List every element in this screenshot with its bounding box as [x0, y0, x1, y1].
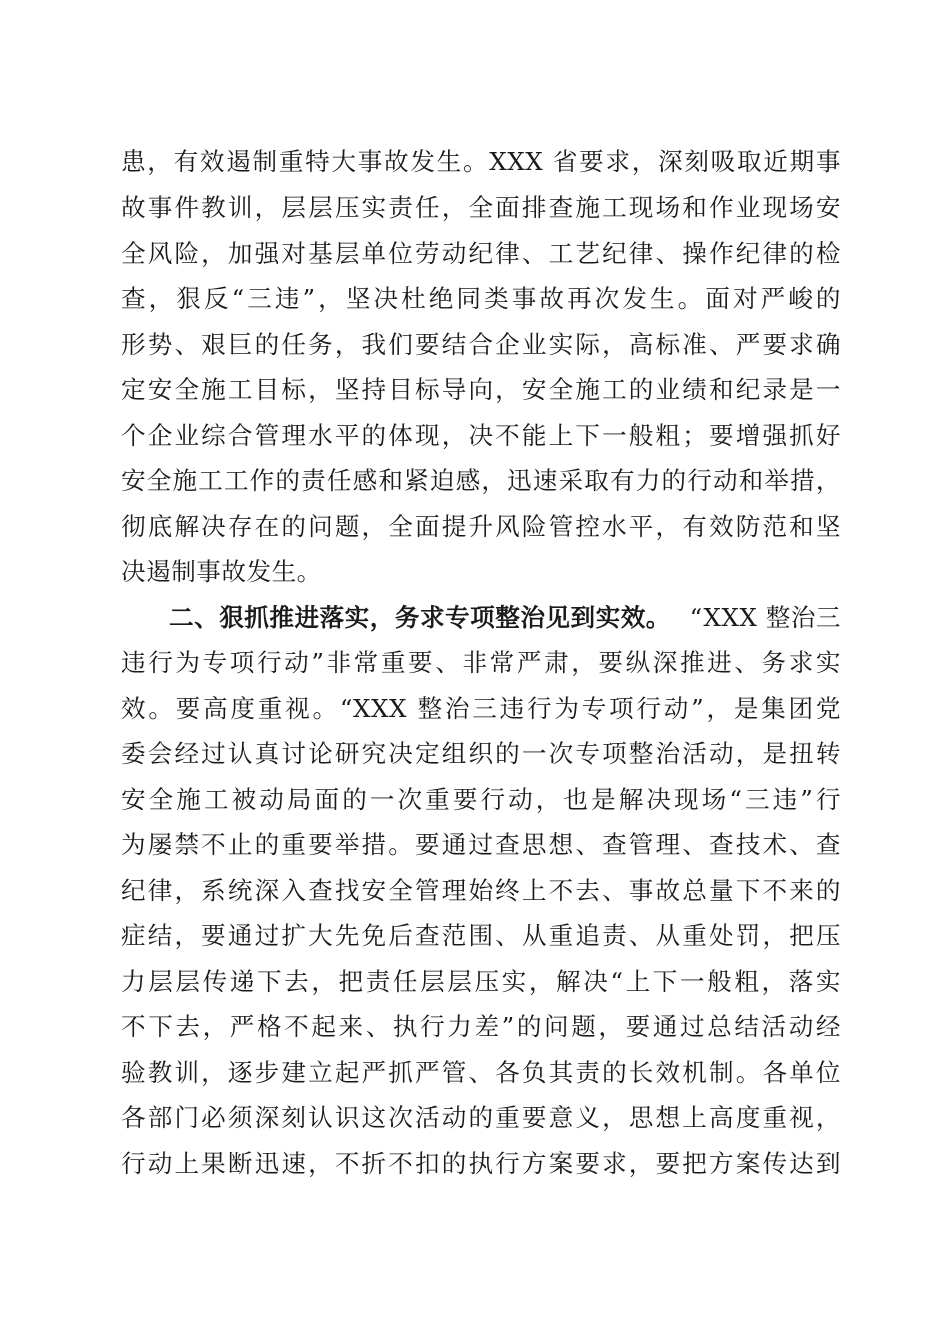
- paragraph-first-line: [169, 601, 841, 635]
- paragraph-line: 不下去，严格不起来、执行力差”的问题，要通过总结活动经: [121, 1012, 841, 1041]
- paragraph-line: 形势、艰巨的任务，我们要结合企业实际，高标准、严要求确: [121, 330, 841, 359]
- paragraph-line: 各部门必须深刻认识这次活动的重要意义，思想上高度重视，: [121, 1103, 841, 1132]
- paragraph-line: 力层层传递下去，把责任层层压实，解决“上下一般粗，落实: [121, 967, 841, 996]
- paragraph-line: 违行为专项行动”非常重要、非常严肃，要纵深推进、务求实: [121, 648, 841, 677]
- paragraph-line: 定安全施工目标，坚持目标导向，安全施工的业绩和纪录是一: [121, 375, 841, 404]
- paragraph-line: 全风险，加强对基层单位劳动纪律、工艺纪律、操作纪律的检: [121, 239, 841, 268]
- paragraph-line: 为屡禁不止的重要举措。要通过查思想、查管理、查技术、查: [121, 830, 841, 859]
- paragraph-line: 委会经过认真讨论研究决定组织的一次专项整治活动，是扭转: [121, 739, 841, 768]
- paragraph-line: 验教训，逐步建立起严抓严管、各负其责的长效机制。各单位: [121, 1058, 841, 1087]
- paragraph-line: 效。要高度重视。“XXX 整治三违行为专项行动”，是集团党: [121, 694, 841, 723]
- paragraph-line: 决遏制事故发生。: [121, 557, 322, 586]
- paragraph-line: 故事件教训，层层压实责任，全面排查施工现场和作业现场安: [121, 193, 841, 222]
- paragraph-line: 安全施工工作的责任感和紧迫感，迅速采取有力的行动和举措，: [121, 466, 841, 495]
- paragraph-line: 个企业综合管理水平的体现，决不能上下一般粗；要增强抓好: [121, 421, 841, 450]
- paragraph-line: 安全施工被动局面的一次重要行动，也是解决现场“三违”行: [121, 785, 841, 814]
- paragraph-line: 查，狠反“三违”，坚决杜绝同类事故再次发生。面对严峻的: [121, 284, 841, 313]
- paragraph-line: 患，有效遏制重特大事故发生。XXX 省要求，深刻吸取近期事: [121, 147, 841, 176]
- section-heading: 二、狠抓推进落实，务求专项整治见到实效。: [169, 603, 671, 632]
- paragraph-line: 症结，要通过扩大先免后查范围、从重追责、从重处罚，把压: [121, 921, 841, 950]
- paragraph-line: 纪律，系统深入查找安全管理始终上不去、事故总量下不来的: [121, 876, 841, 905]
- paragraph-line: 行动上果断迅速，不折不扣的执行方案要求，要把方案传达到: [121, 1149, 841, 1178]
- paragraph-line: 彻底解决存在的问题，全面提升风险管控水平，有效防范和坚: [121, 512, 841, 541]
- heading-line-rest: “XXX 整治三: [689, 603, 841, 632]
